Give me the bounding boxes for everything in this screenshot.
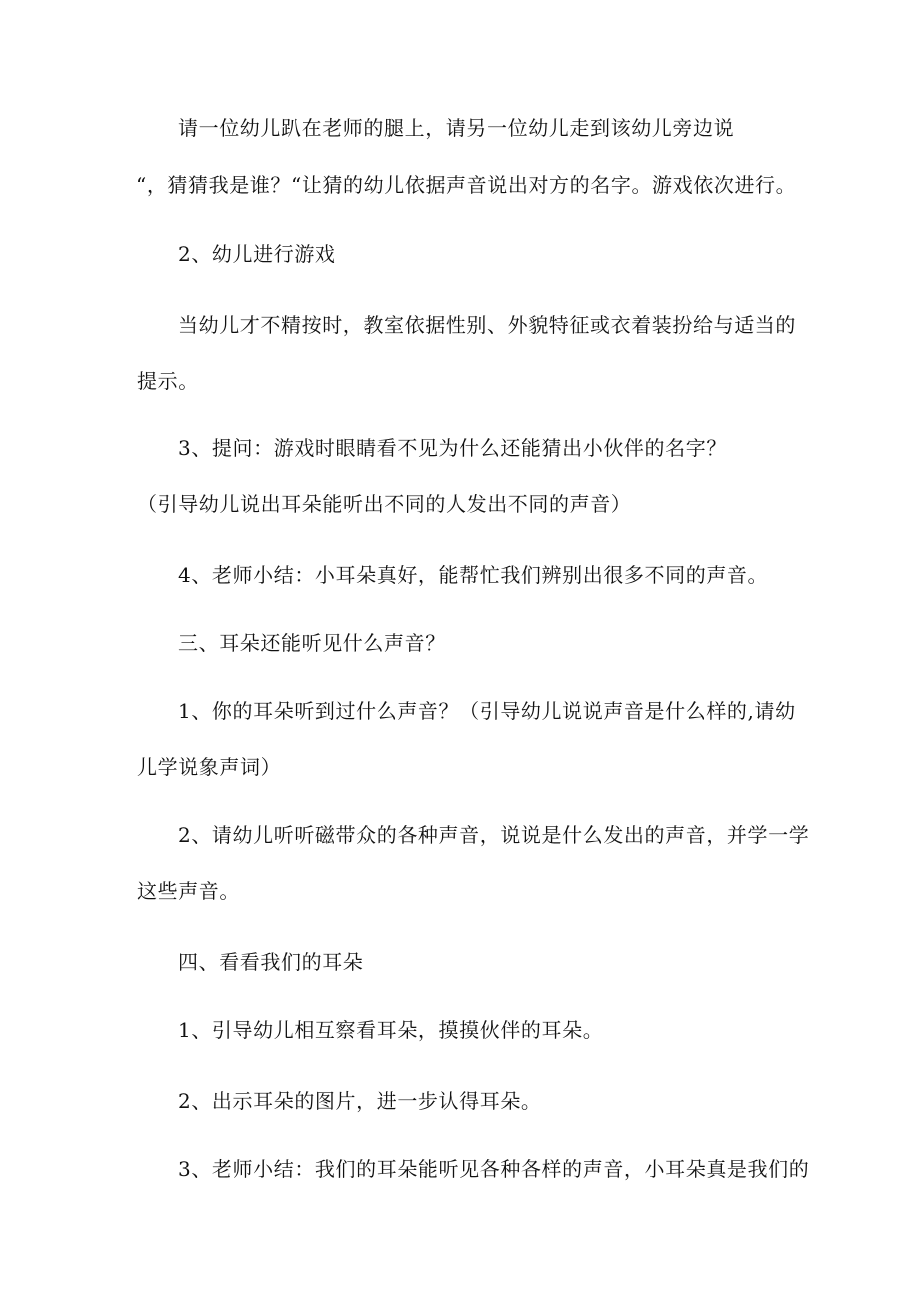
section-heading: 2、幼儿进行游戏: [178, 242, 336, 266]
paragraph-line: （引导幼儿说出耳朵能听出不同的人发出不同的声音）: [137, 492, 632, 516]
section-heading: 三、耳朵还能听见什么声音？: [178, 631, 446, 655]
paragraph-line: 3、老师小结：我们的耳朵能听见各种各样的声音，小耳朵真是我们的: [178, 1157, 810, 1181]
paragraph-line: 请一位幼儿趴在老师的腿上，请另一位幼儿走到该幼儿旁边说: [178, 116, 735, 140]
paragraph-line: 1、你的耳朵听到过什么声音？（引导幼儿说说声音是什么样的,请幼: [178, 699, 796, 723]
paragraph-line: 2、请幼儿听听磁带众的各种声音，说说是什么发出的声音，并学一学: [178, 823, 810, 847]
paragraph-line: 3、提问：游戏时眼睛看不见为什么还能猜出小伙伴的名字？: [178, 436, 727, 460]
section-heading: 四、看看我们的耳朵: [178, 950, 364, 974]
paragraph-line: 1、引导幼儿相互察看耳朵，摸摸伙伴的耳朵。: [178, 1018, 604, 1042]
paragraph-line: 2、出示耳朵的图片，进一步认得耳朵。: [178, 1089, 542, 1113]
paragraph-line: 当幼儿才不精按时，教室依据性别、外貌特征或衣着装扮给与适当的: [178, 313, 796, 337]
paragraph-line: 这些声音。: [137, 879, 240, 903]
paragraph-line: 儿学说象声词）: [137, 755, 282, 779]
paragraph-line: 4、老师小结：小耳朵真好，能帮忙我们辨别出很多不同的声音。: [178, 563, 769, 587]
paragraph-line: “，猜猜我是谁？“让猜的幼儿依据声音说出对方的名字。游戏依次进行。: [136, 173, 797, 197]
paragraph-line: 提示。: [137, 369, 199, 393]
